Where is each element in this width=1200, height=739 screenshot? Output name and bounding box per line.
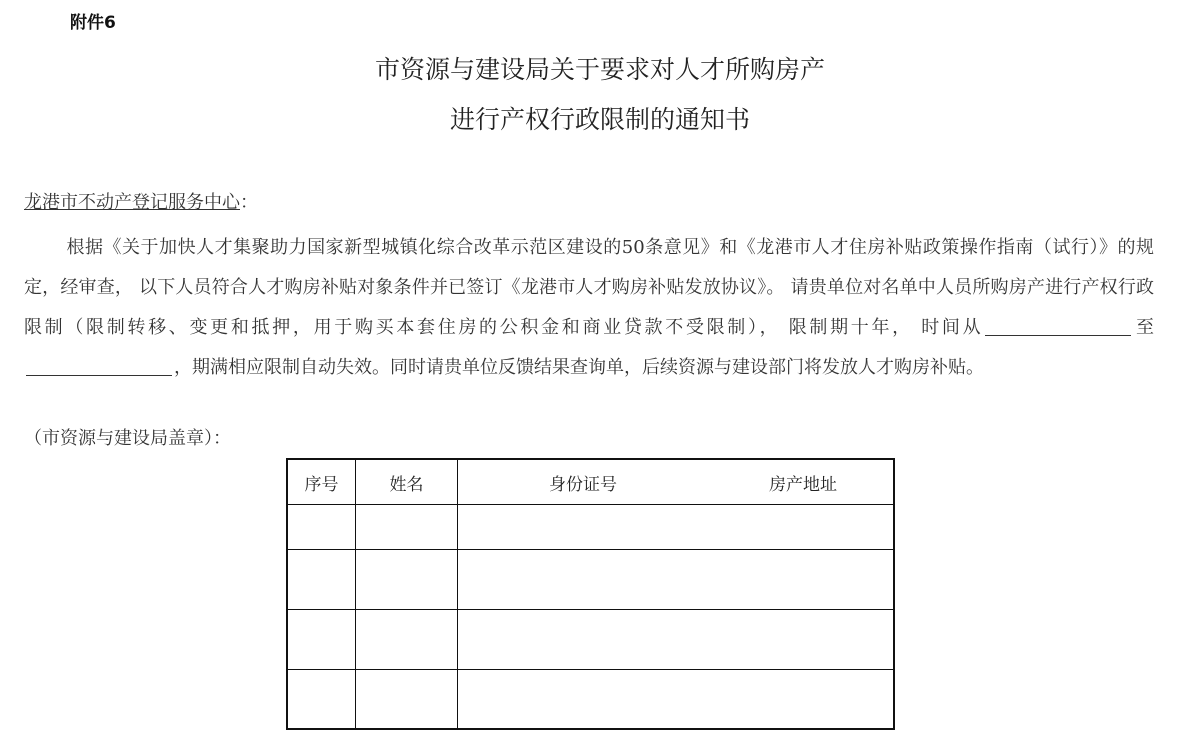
seal-note: （市资源与建设局盖章）： bbox=[24, 428, 231, 449]
table-row bbox=[287, 670, 894, 730]
cell-detail[interactable] bbox=[458, 610, 895, 670]
cell-detail[interactable] bbox=[458, 670, 895, 730]
addressee: 龙港市不动产登记服务中心 bbox=[24, 192, 240, 213]
table-row bbox=[287, 550, 894, 610]
table-row bbox=[287, 610, 894, 670]
cell-detail[interactable] bbox=[458, 550, 895, 610]
salutation bbox=[24, 188, 258, 214]
header-id-address bbox=[458, 459, 895, 505]
notice-body bbox=[24, 228, 1154, 388]
header-id-number: 身份证号 bbox=[549, 474, 617, 495]
cell-seq[interactable] bbox=[287, 550, 356, 610]
document-title-line-1: 市资源与建设局关于要求对人才所购房产 bbox=[374, 55, 825, 84]
document-title-line-2: 进行产权行政限制的通知书 bbox=[449, 105, 750, 134]
table-header-row bbox=[287, 459, 894, 505]
cell-name[interactable] bbox=[356, 610, 458, 670]
cell-seq[interactable] bbox=[287, 610, 356, 670]
cell-name[interactable] bbox=[356, 550, 458, 610]
cell-seq[interactable] bbox=[287, 670, 356, 730]
cell-name[interactable] bbox=[356, 670, 458, 730]
cell-seq[interactable] bbox=[287, 505, 356, 550]
body-part-2: ，期满相应限制自动失效。同时请贵单位反馈结果查询单，后续资源与建设部门将发放人才购房补贴。 bbox=[174, 357, 984, 378]
header-seq: 序号 bbox=[287, 459, 356, 505]
header-address: 房产地址 bbox=[769, 474, 837, 495]
end-date-blank[interactable] bbox=[26, 357, 172, 376]
body-part-1: 根据《关于加快人才集聚助力国家新型城镇化综合改革示范区建设的50条意见》和《龙港市人才住房补贴政策操作指南（试行）》的规定，经审查， 以下人员符合人才购房补贴对象条件并已签订《龙港市人才购房补贴发放协议》。 请贵单位对名单中人员所购房产进行产权行政限制（限制转移、变更和抵押，用于购买本套住房的公积金和商业贷款不受限制）， 限制期十年， 时间从 bbox=[24, 237, 1154, 338]
body-to: 至 bbox=[1133, 317, 1154, 338]
cell-name[interactable] bbox=[356, 505, 458, 550]
cell-detail[interactable] bbox=[458, 505, 895, 550]
salutation-colon: ： bbox=[240, 192, 258, 213]
header-name: 姓名 bbox=[356, 459, 458, 505]
start-date-blank[interactable] bbox=[985, 317, 1131, 336]
attachment-label: 附件6 bbox=[70, 13, 116, 33]
table-row bbox=[287, 505, 894, 550]
roster-table bbox=[286, 458, 895, 730]
